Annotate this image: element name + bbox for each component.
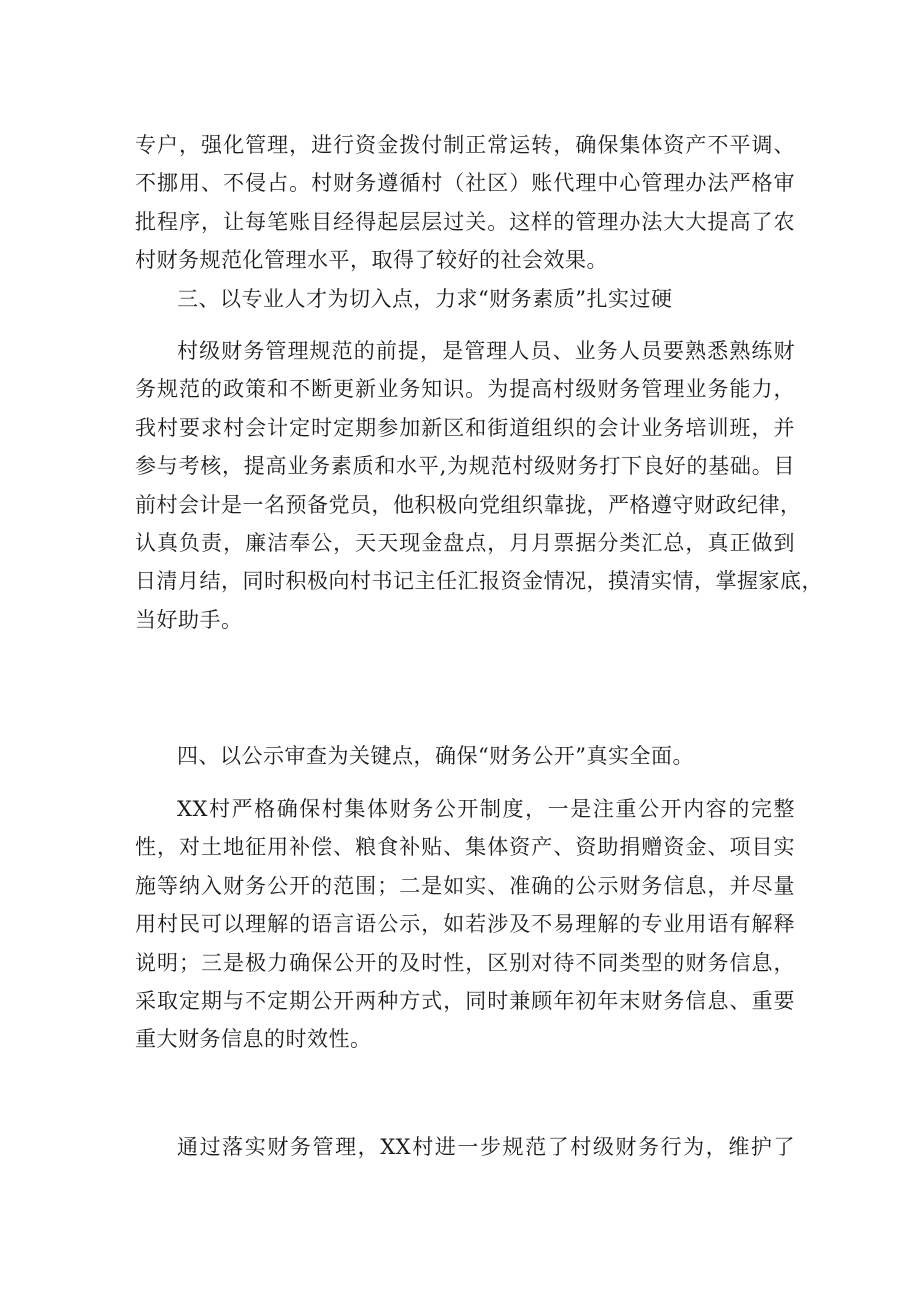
text-line: 专户，强化管理，进行资金拨付制正常运转，确保集体资产不平调、 bbox=[135, 133, 795, 157]
text-line: 前村会计是一名预备党员，他积极向党组织靠拢，严格遵守财政纪律， bbox=[135, 492, 802, 517]
text-line: 不挪用、不侵占。村财务遵循村（社区）账代理中心管理办法严格审 bbox=[135, 171, 795, 196]
text-line: 通过落实财务管理，XX村进一步规范了村级财务行为，维护了 bbox=[177, 1135, 795, 1159]
text-line: XX村严格确保村集体财务公开制度，一是注重公开内容的完整 bbox=[177, 797, 795, 821]
section-heading-3 bbox=[135, 280, 795, 318]
text-line: 我村要求村会计定时定期参加新区和街道组织的会计业务培训班，并 bbox=[135, 415, 795, 440]
text-line: 说明；三是极力确保公开的及时性，区别对待不同类型的财务信息， bbox=[135, 950, 795, 975]
text-line: 当好助手。 bbox=[135, 607, 243, 632]
text-line: 用村民可以理解的语言语公示，如若涉及不易理解的专业用语有解释 bbox=[135, 912, 795, 937]
paragraph-professional-talent bbox=[135, 332, 823, 639]
text-line: 参与考核，提高业务素质和水平,为规范村级财务打下良好的基础。目 bbox=[135, 454, 795, 479]
paragraph-continuation bbox=[135, 126, 795, 280]
text-line: 认真负责，廉洁奉公，天天现金盘点，月月票据分类汇总，真正做到 bbox=[135, 531, 795, 556]
text-line: 性，对土地征用补偿、粮食补贴、集体资产、资助捐赠资金、项目实 bbox=[135, 835, 795, 860]
paragraph-conclusion bbox=[135, 1128, 795, 1166]
heading-text: 三、以专业人才为切入点，力求“财务素质”扎实过硬 bbox=[177, 287, 673, 311]
text-line: 村级财务管理规范的前提，是管理人员、业务人员要熟悉熟练财 bbox=[177, 339, 795, 363]
heading-text: 四、以公示审查为关键点，确保“财务公开”真实全面。 bbox=[177, 744, 694, 768]
text-line: 务规范的政策和不断更新业务知识。为提高村级财务管理业务能力， bbox=[135, 377, 795, 402]
text-line: 日清月结，同时积极向村书记主任汇报资金情况，摸清实情，掌握家底， bbox=[135, 569, 823, 594]
text-line: 重大财务信息的时效性。 bbox=[135, 1027, 372, 1052]
text-line: 采取定期与不定期公开两种方式，同时兼顾年初年末财务信息、重要 bbox=[135, 989, 795, 1014]
paragraph-financial-disclosure bbox=[135, 790, 795, 1059]
section-heading-4 bbox=[135, 737, 795, 775]
text-line: 施等纳入财务公开的范围；二是如实、准确的公示财务信息，并尽量 bbox=[135, 873, 795, 898]
text-line: 村财务规范化管理水平，取得了较好的社会效果。 bbox=[135, 248, 608, 273]
text-line: 批程序，让每笔账目经得起层层过关。这样的管理办法大大提高了农 bbox=[135, 209, 795, 234]
